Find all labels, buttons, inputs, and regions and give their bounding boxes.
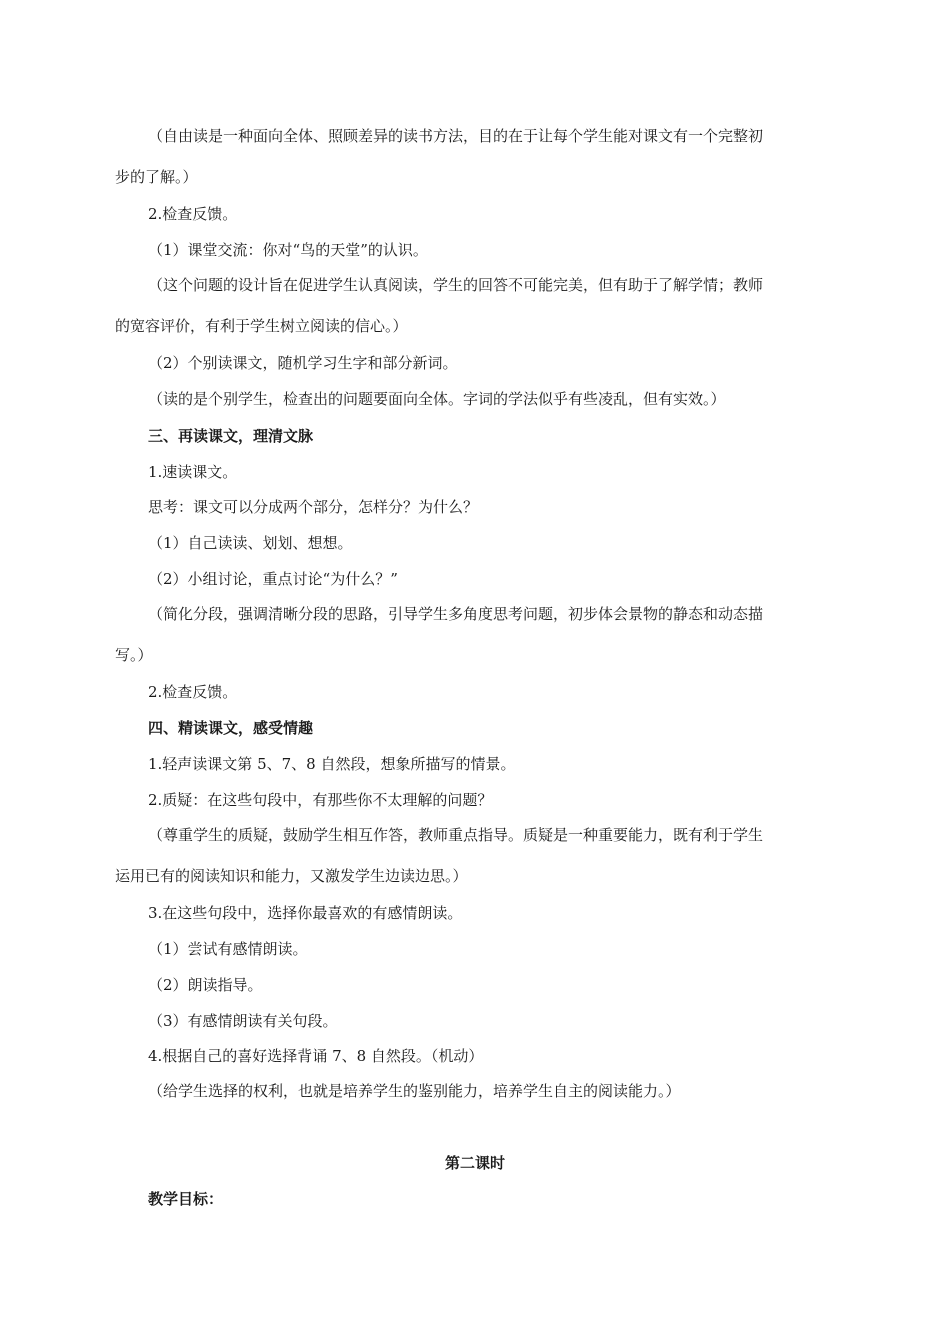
paragraph-note-individual: （读的是个别学生，检查出的问题要面向全体。字词的学法似乎有些凌乱，但有实效。） <box>148 390 726 408</box>
step-favorite-reading: 3.在这些句段中，选择你最喜欢的有感情朗读。 <box>148 904 463 922</box>
step-questioning: 2.质疑：在这些句段中，有那些你不太理解的问题？ <box>148 791 493 809</box>
substep-group-discussion: （2）小组讨论，重点讨论“为什么？” <box>148 570 398 588</box>
paragraph-note-respect: （尊重学生的质疑，鼓励学生相互作答，教师重点指导。质疑是一种重要能力，既有利于学生 <box>148 826 764 844</box>
paragraph-note-question-design-cont: 的宽容评价，有利于学生树立阅读的信心。） <box>115 317 408 335</box>
substep-self-reading: （1）自己读读、划划、想想。 <box>148 534 353 552</box>
substep-class-exchange: （1）课堂交流：你对“鸟的天堂”的认识。 <box>148 241 428 259</box>
step-check-feedback: 2.检查反馈。 <box>148 205 238 223</box>
substep-try-reading: （1）尝试有感情朗读。 <box>148 940 308 958</box>
substep-emotional-reading: （3）有感情朗读有关句段。 <box>148 1012 338 1030</box>
substep-individual-reading: （2）个别读课文，随机学习生字和部分新词。 <box>148 354 458 372</box>
paragraph-note-question-design: （这个问题的设计旨在促进学生认真阅读，学生的回答不可能完美，但有助于了解学情；教师 <box>148 276 764 294</box>
thinking-prompt: 思考：课文可以分成两个部分，怎样分？为什么？ <box>148 498 479 516</box>
section-heading-3: 三、再读课文，理清文脉 <box>148 427 314 445</box>
paragraph-note-simplify: （简化分段，强调清晰分段的思路，引导学生多角度思考问题，初步体会景物的静态和动态描 <box>148 605 764 623</box>
section-heading-4: 四、精读课文，感受情趣 <box>148 719 314 737</box>
substep-reading-guidance: （2）朗读指导。 <box>148 976 263 994</box>
teaching-goals-heading: 教学目标： <box>148 1190 224 1208</box>
step-recite: 4.根据自己的喜好选择背诵 7、8 自然段。（机动） <box>148 1047 484 1065</box>
paragraph-note-free-reading-cont: 步的了解。） <box>115 168 198 186</box>
paragraph-note-choice: （给学生选择的权利，也就是培养学生的鉴别能力，培养学生自主的阅读能力。） <box>148 1082 681 1100</box>
step-check-feedback-2: 2.检查反馈。 <box>148 683 238 701</box>
paragraph-note-respect-cont: 运用已有的阅读知识和能力，又激发学生边读边思。） <box>115 867 468 885</box>
paragraph-note-simplify-cont: 写。） <box>115 646 153 664</box>
step-speed-reading: 1.速读课文。 <box>148 463 238 481</box>
step-quiet-reading: 1.轻声读课文第 5、7、8 自然段，想象所描写的情景。 <box>148 755 516 773</box>
lesson-two-title: 第二课时 <box>444 1154 505 1172</box>
paragraph-note-free-reading: （自由读是一种面向全体、照顾差异的读书方法，目的在于让每个学生能对课文有一个完整初 <box>148 127 764 145</box>
